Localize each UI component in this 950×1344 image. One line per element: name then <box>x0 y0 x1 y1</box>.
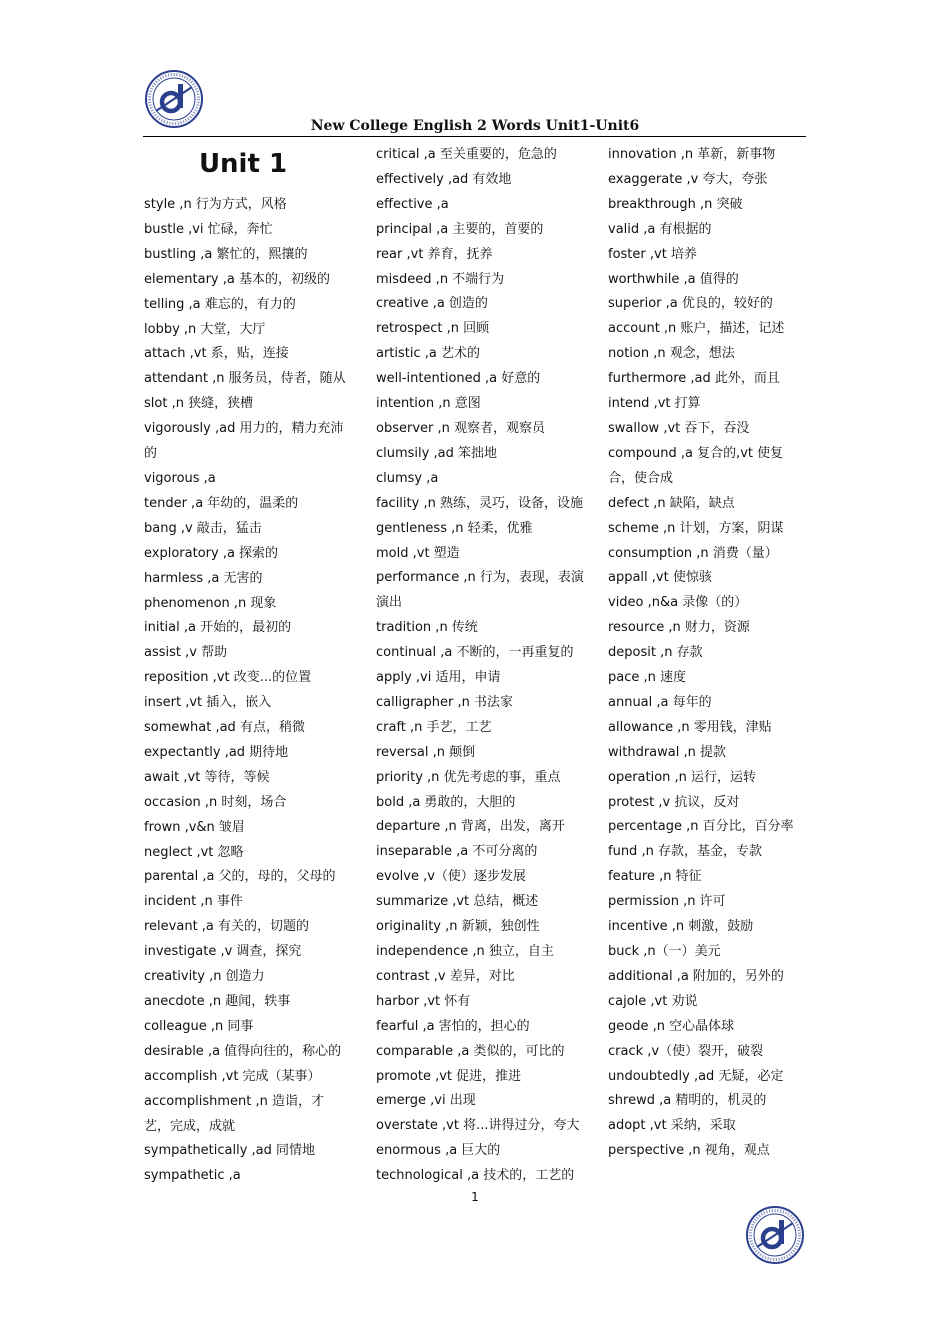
vocab-entry: harbor ,vt 怀有 <box>376 993 471 1009</box>
vocab-entry: harmless ,a 无害的 <box>144 570 263 586</box>
vocab-entry: pace ,n 速度 <box>608 670 687 686</box>
vocab-entry: independence ,n 独立，自主 <box>376 944 554 959</box>
vocab-entry: calligrapher ,n 书法家 <box>376 694 513 710</box>
vocab-entry: evolve ,v（使）逐步发展 <box>376 869 526 885</box>
vocab-entry: retrospect ,n 回顾 <box>376 321 490 337</box>
vocab-entry: tender ,a 年幼的，温柔的 <box>144 495 299 511</box>
vocab-entry: sympathetic ,a <box>144 1168 241 1184</box>
vocab-entry: mold ,vt 塑造 <box>376 545 460 561</box>
vocab-entry: appall ,vt 使惊骇 <box>608 570 712 586</box>
vocab-entry: creative ,a 创造的 <box>376 296 488 312</box>
vocab-entry: buck ,n（一）美元 <box>608 944 721 959</box>
vocab-entry: attach ,vt 系，贴，连接 <box>144 346 289 362</box>
vocab-entry: well-intentioned ,a 好意的 <box>376 371 541 387</box>
vocab-entry: exaggerate ,v 夸大，夸张 <box>608 171 768 187</box>
vocab-entry: inseparable ,a 不可分离的 <box>376 844 538 860</box>
vocab-entry: foster ,vt 培养 <box>608 246 697 262</box>
vocab-entry: protest ,v 抗议，反对 <box>608 794 740 810</box>
vocab-entry: anecdote ,n 趣闻，轶事 <box>144 994 291 1009</box>
vocab-entry: priority ,n 优先考虑的事，重点 <box>376 769 561 785</box>
vocab-entry: bold ,a 勇敢的，大胆的 <box>376 794 516 810</box>
vocab-entry: creativity ,n 创造力 <box>144 969 265 985</box>
page-number: 1 <box>471 1190 479 1204</box>
vocab-entry: summarize ,vt 总结，概述 <box>376 894 539 910</box>
vocab-entry: originality ,n 新颖，独创性 <box>376 919 540 935</box>
vocab-entry: permission ,n 许可 <box>608 894 726 910</box>
vocab-entry: departure ,n 背离，出发，离开 <box>376 819 565 835</box>
vocab-entry: worthwhile ,a 值得的 <box>608 271 739 287</box>
vocab-entry: investigate ,v 调查，探究 <box>144 944 302 960</box>
vocab-entry: initial ,a 开始的，最初的 <box>144 620 292 636</box>
vocab-entry: vigorously ,ad 用力的，精力充沛的 <box>144 421 344 462</box>
vocab-entry: shrewd ,a 精明的，机灵的 <box>608 1093 767 1109</box>
vocab-entry: resource ,n 财力，资源 <box>608 620 750 636</box>
vocab-entry: somewhat ,ad 有点，稍微 <box>144 720 305 736</box>
vocab-entry: fund ,n 存款，基金，专款 <box>608 844 762 860</box>
vocab-entry: additional ,a 附加的，另外的 <box>608 968 784 984</box>
vocab-entry: undoubtedly ,ad 无疑，必定 <box>608 1068 784 1084</box>
vocab-entry: performance ,n 行为，表现，表演演出 <box>376 570 584 611</box>
vocab-entry: continual ,a 不断的，一再重复的 <box>376 645 574 661</box>
vocab-entry: scheme ,n 计划，方案，阴谋 <box>608 520 784 536</box>
vocab-entry: reposition ,vt 改变...的位置 <box>144 670 312 686</box>
header-divider <box>143 136 806 137</box>
document-header-title: New College English 2 Words Unit1-Unit6 <box>310 118 640 134</box>
vocab-entry: intention ,n 意图 <box>376 396 481 412</box>
vocab-entry: intend ,vt 打算 <box>608 396 701 412</box>
vocab-entry: consumption ,n 消费（量） <box>608 545 778 561</box>
vocab-entry: relevant ,a 有关的，切题的 <box>144 919 310 935</box>
vocab-entry: withdrawal ,n 提款 <box>608 744 726 760</box>
vocab-entry: percentage ,n 百分比，百分率 <box>608 819 794 835</box>
vocab-entry: technological ,a 技术的，工艺的 <box>376 1168 575 1184</box>
vocabulary-column-3 <box>608 143 808 1164</box>
vocab-entry: neglect ,vt 忽略 <box>144 844 244 860</box>
vocab-entry: craft ,n 手艺，工艺 <box>376 719 492 735</box>
vocab-entry: emerge ,vi 出现 <box>376 1093 476 1109</box>
vocab-entry: principal ,a 主要的，首要的 <box>376 221 544 237</box>
vocab-entry: apply ,vi 适用，申请 <box>376 670 501 686</box>
vocab-entry: gentleness ,n 轻柔，优雅 <box>376 520 533 536</box>
vocab-entry: cajole ,vt 劝说 <box>608 993 698 1009</box>
vocab-entry: feature ,n 特征 <box>608 869 702 885</box>
vocab-entry: superior ,a 优良的，较好的 <box>608 296 773 312</box>
vocab-entry: perspective ,n 视角，观点 <box>608 1143 770 1159</box>
vocab-entry: bustling ,a 繁忙的，熙攘的 <box>144 246 308 262</box>
vocab-entry: telling ,a 难忘的，有力的 <box>144 296 296 312</box>
vocab-entry: valid ,a 有根据的 <box>608 221 712 237</box>
vocab-entry: adopt ,vt 采纳，采取 <box>608 1118 736 1134</box>
vocab-entry: frown ,v&n 皱眉 <box>144 819 245 835</box>
vocab-entry: assist ,v 帮助 <box>144 645 228 661</box>
vocab-entry: incentive ,n 刺激，鼓励 <box>608 919 754 935</box>
unit-heading: Unit 1 <box>198 149 288 179</box>
vocab-entry: defect ,n 缺陷，缺点 <box>608 495 735 511</box>
university-seal-icon <box>745 1205 805 1265</box>
vocab-entry: lobby ,n 大堂，大厅 <box>144 321 266 337</box>
vocab-entry: geode ,n 空心晶体球 <box>608 1018 735 1034</box>
vocab-entry: breakthrough ,n 突破 <box>608 196 743 212</box>
vocab-entry: style ,n 行为方式，风格 <box>144 197 287 212</box>
vocab-entry: swallow ,vt 吞下，吞没 <box>608 420 750 436</box>
vocab-entry: contrast ,v 差异，对比 <box>376 968 515 984</box>
vocab-entry: sympathetically ,ad 同情地 <box>144 1143 316 1159</box>
vocab-entry: incident ,n 事件 <box>144 894 243 910</box>
vocab-entry: rear ,vt 养育，抚养 <box>376 246 493 262</box>
vocab-entry: effective ,a <box>376 196 449 212</box>
vocab-entry: colleague ,n 同事 <box>144 1018 254 1034</box>
vocab-entry: promote ,vt 促进，推进 <box>376 1068 522 1084</box>
vocab-entry: artistic ,a 艺术的 <box>376 346 481 362</box>
vocab-entry: observer ,n 观察者，观察员 <box>376 420 545 436</box>
vocab-entry: slot ,n 狭缝，狭槽 <box>144 396 254 412</box>
vocabulary-column-1 <box>144 193 349 1189</box>
vocab-entry: compound ,a 复合的,vt 使复合，使合成 <box>608 445 784 486</box>
vocab-entry: notion ,n 观念，想法 <box>608 346 735 362</box>
vocab-entry: tradition ,n 传统 <box>376 620 478 636</box>
vocab-entry: bustle ,vi 忙碌，奔忙 <box>144 221 273 237</box>
vocab-entry: parental ,a 父的，母的，父母的 <box>144 869 336 885</box>
vocab-entry: fearful ,a 害怕的，担心的 <box>376 1018 530 1034</box>
vocab-entry: misdeed ,n 不端行为 <box>376 271 505 287</box>
vocab-entry: elementary ,a 基本的，初级的 <box>144 271 330 287</box>
vocab-entry: operation ,n 运行，运转 <box>608 769 757 785</box>
vocab-entry: exploratory ,a 探索的 <box>144 545 279 561</box>
vocab-entry: reversal ,n 颠倒 <box>376 744 476 760</box>
vocab-entry: desirable ,a 值得向往的，称心的 <box>144 1043 342 1059</box>
vocab-entry: annual ,a 每年的 <box>608 694 712 710</box>
vocab-entry: allowance ,n 零用钱，津贴 <box>608 719 772 735</box>
vocab-entry: expectantly ,ad 期待地 <box>144 744 289 760</box>
vocab-entry: vigorous ,a <box>144 470 216 486</box>
vocab-entry: insert ,vt 插入，嵌入 <box>144 695 272 711</box>
vocab-entry: deposit ,n 存款 <box>608 645 703 661</box>
vocab-entry: critical ,a 至关重要的，危急的 <box>376 147 557 162</box>
vocab-entry: accomplishment ,n 造诣，才艺，完成，成就 <box>144 1093 325 1134</box>
vocab-entry: enormous ,a 巨大的 <box>376 1143 501 1159</box>
vocab-entry: account ,n 账户，描述，记述 <box>608 321 785 337</box>
vocab-entry: phenomenon ,n 现象 <box>144 595 277 611</box>
vocab-entry: video ,n&a 录像（的） <box>608 595 748 611</box>
vocab-entry: clumsy ,a <box>376 470 439 486</box>
vocab-entry: innovation ,n 革新，新事物 <box>608 147 776 162</box>
vocab-entry: overstate ,vt 将...讲得过分，夸大 <box>376 1118 580 1134</box>
vocab-entry: accomplish ,vt 完成（某事） <box>144 1068 321 1084</box>
vocab-entry: attendant ,n 服务员，侍者，随从 <box>144 371 346 387</box>
vocab-entry: occasion ,n 时刻，场合 <box>144 794 287 810</box>
vocab-entry: comparable ,a 类似的，可比的 <box>376 1043 565 1059</box>
vocab-entry: await ,vt 等待，等候 <box>144 769 270 785</box>
vocab-entry: clumsily ,ad 笨拙地 <box>376 445 497 461</box>
vocab-entry: bang ,v 敲击，猛击 <box>144 520 262 536</box>
vocab-entry: furthermore ,ad 此外，而且 <box>608 371 780 387</box>
vocab-entry: facility ,n 熟练，灵巧，设备，设施 <box>376 495 583 511</box>
vocab-entry: effectively ,ad 有效地 <box>376 171 512 187</box>
vocabulary-column-2 <box>376 143 586 1189</box>
vocab-entry: crack ,v（使）裂开，破裂 <box>608 1043 764 1059</box>
